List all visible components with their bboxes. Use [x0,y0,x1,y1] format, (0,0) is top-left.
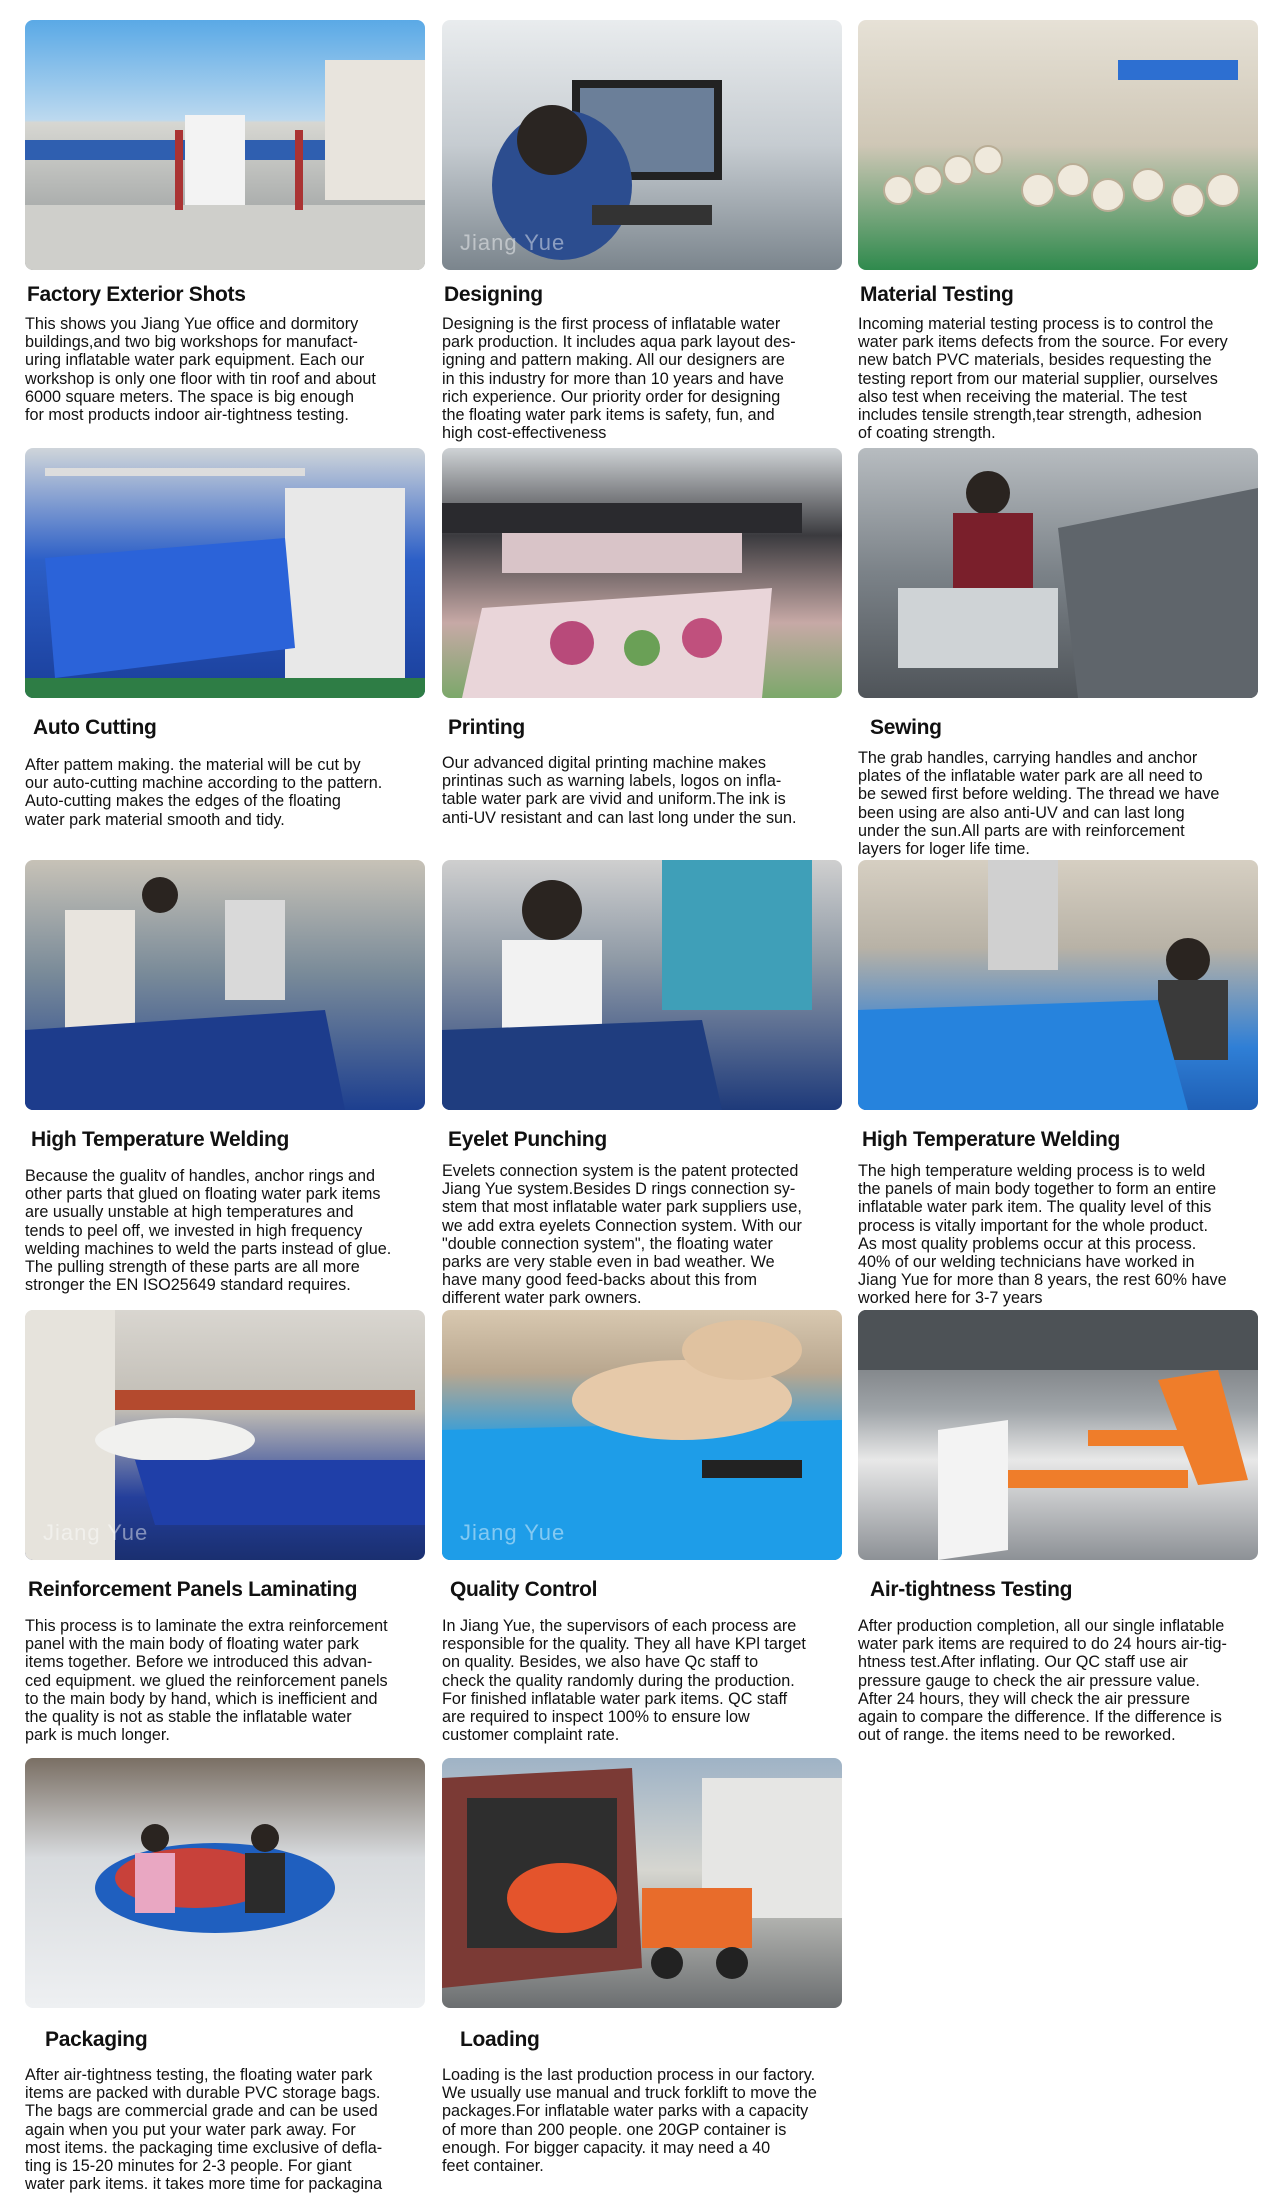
section-material-testing [858,20,1258,443]
section-high-temperature-welding-parts [25,860,425,1295]
section-packaging [25,1758,425,2194]
loading-photo [442,1758,842,2008]
section-title: Air-tightness Testing [870,1578,1073,1601]
section-title: Packaging [45,2028,148,2051]
section-description: Evelets connection system is the patent protected Jiang Yue system.Besides D rings connection sy- stem that most inflatable water park suppliers use, we add extra eyelets Connection system. With our "double connection system", the floating water parks are very stable even in bad weather. We have many good feed-backs about this from different water park owners. [442,1162,802,1308]
section-air-tightness-testing [858,1310,1258,1745]
section-printing [442,448,842,827]
section-title: Material Testing [860,283,1014,306]
section-description: Loading is the last production process in our factory. We usually use manual and truck forklift to move the packages.For inflatable water parks with a capacity of more than 200 people. one 20GP container is enough. For bigger capacity. it may need a 40 feet container. [442,2066,817,2176]
welding-panels-photo [858,860,1258,1110]
section-high-temperature-welding-panels [858,860,1258,1308]
section-quality-control [442,1310,842,1745]
quality-control-photo [442,1310,842,1560]
eyelet-punching-photo [442,860,842,1110]
section-title: Quality Control [450,1578,598,1601]
section-title: Reinforcement Panels Laminating [28,1578,358,1601]
section-factory-exterior [25,20,425,425]
laminating-photo [25,1310,425,1560]
section-description: Our advanced digital printing machine makes printinas such as warning labels, logos on infla- table water park are vivid and uniform.The ink is anti-UV resistant and can last long under the sun. [442,754,797,827]
section-description: Because the gualitv of handles, anchor rings and other parts that glued on floating water park items are usually unstable at high temperatures and tends to peel off, we invested in high frequency welding machines to weld the parts instead of glue. The pulling strength of these parts are all more stronger the EN ISO25649 standard requires. [25,1167,392,1295]
section-description: After air-tightness testing, the floating water park items are packed with durable PVC storage bags. The bags are commercial grade and can be used again when you put your water park away. For most items. the packaging time exclusive of defla- ting is 15-20 minutes for 2-3 people. For giant water park items. it takes more time for packagina [25,2066,383,2194]
watermark-text: Jiang Yue [460,230,566,255]
section-designing [442,20,842,443]
section-description: After production completion, all our single inflatable water park items are required to do 24 hours air-tig- htness test.After inflating. Our QC staff use air pressure gauge to check the air pressure value. After 24 hours, they will check the air pressure again to compare the difference. If the difference is out of range. the items need to be reworked. [858,1617,1227,1745]
section-title: High Temperature Welding [31,1128,290,1151]
section-description: Designing is the first process of inflatable water park production. It includes aqua park layout des- igning and pattern making. All our designers are in this industry for more than 10 years and have rich experience. Our priority order for designing the floating water park items is safety, fun, and high cost-effectiveness [442,315,796,443]
designing-photo [442,20,842,270]
section-title: Printing [448,716,525,739]
section-title: Factory Exterior Shots [27,283,246,306]
section-auto-cutting [25,448,425,829]
section-reinforcement-laminating [25,1310,425,1745]
air-tightness-photo [858,1310,1258,1560]
watermark-text: Jiang Yue [43,1520,149,1545]
section-eyelet-punching [442,860,842,1308]
section-title: Sewing [870,716,942,739]
section-sewing [858,448,1258,859]
section-description: This shows you Jiang Yue office and dormitory buildings,and two big workshops for manufact- uring inflatable water park equipment. Each our workshop is only one floor with tin roof and about 6000 square meters. The space is big enough for most products indoor air-tightness testing. [25,315,376,425]
section-title: Auto Cutting [33,716,157,739]
section-description: This process is to laminate the extra reinforcement panel with the main body of floating water park items together. Before we introduced this advan- ced equipment. we glued the reinforcement panels to the main body by hand, which is inefficient and the quality is not as stable the inflatable water park is much longer. [25,1617,388,1745]
section-description: The high temperature welding process is to weld the panels of main body together to form an entire inflatable water park item. The quality level of this process is vitally important for the whole product. As most quality problems occur at this process. 40% of our welding technicians have worked in Jiang Yue for more than 8 years, the rest 60% have worked here for 3-7 years [858,1162,1227,1308]
section-title: High Temperature Welding [862,1128,1121,1151]
section-description: The grab handles, carrying handles and anchor plates of the inflatable water park are all need to be sewed first before welding. The thread we have been using are also anti-UV and can last long under the sun.All parts are with reinforcement layers for loger life time. [858,749,1220,859]
printing-photo [442,448,842,698]
factory-exterior-photo [25,20,425,270]
section-loading [442,1758,842,2176]
watermark-text: Jiang Yue [460,1520,566,1545]
welding-parts-photo [25,860,425,1110]
section-title: Designing [444,283,543,306]
section-description: Incoming material testing process is to control the water park items defects from the source. For every new batch PVC materials, besides requesting the testing report from our material supplier, ourselves also test when receiving the material. The test includes tensile strength,tear strength, adhesion of coating strength. [858,315,1228,443]
section-title: Eyelet Punching [448,1128,607,1151]
auto-cutting-photo [25,448,425,698]
material-testing-photo [858,20,1258,270]
sewing-photo [858,448,1258,698]
section-description: After pattem making. the material will be cut by our auto-cutting machine according to the pattern. Auto-cutting makes the edges of the floating water park material smooth and tidy. [25,756,383,829]
packaging-photo [25,1758,425,2008]
section-description: In Jiang Yue, the supervisors of each process are responsible for the quality. They all have KPl target on quality. Besides, we also have Qc staff to check the quality randomly during the production. For finished inflatable water park items. QC staff are required to inspect 100% to ensure low customer complaint rate. [442,1617,806,1745]
section-title: Loading [460,2028,540,2051]
